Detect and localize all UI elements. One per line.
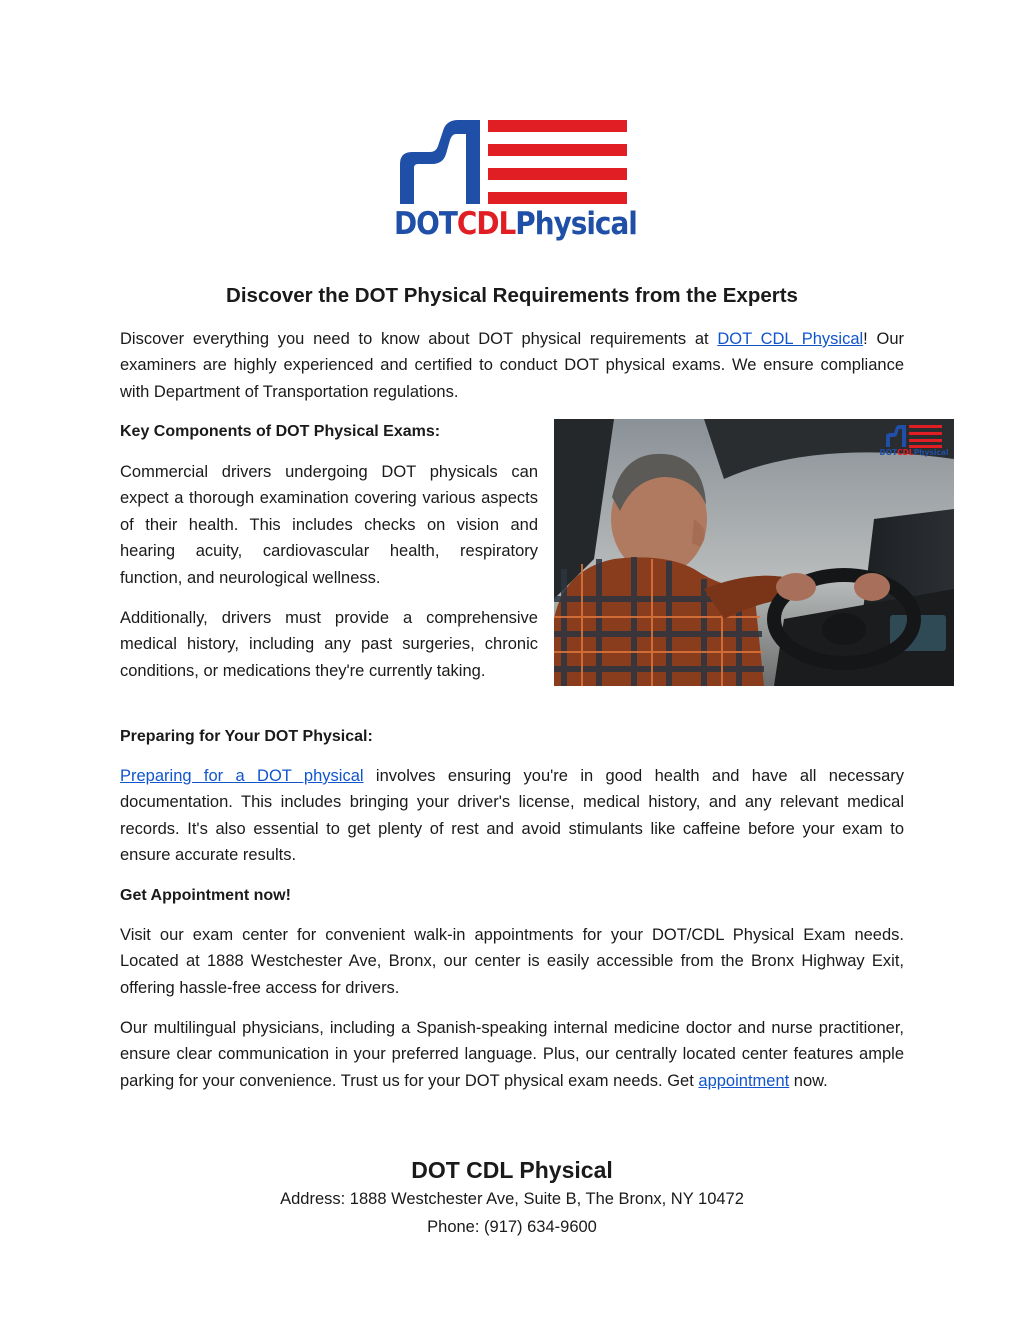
logo-word-physical: Physical <box>515 206 637 242</box>
preparing-paragraph <box>120 763 904 869</box>
logo-word-dot: DOT <box>394 206 457 242</box>
appointment-text-after: now. <box>789 1071 828 1090</box>
footer-company-name: DOT CDL Physical <box>411 1157 613 1183</box>
intro-paragraph <box>120 326 904 405</box>
appointment-paragraph-2 <box>120 1015 904 1094</box>
appointment-paragraph-1: Visit our exam center for convenient walk-in appointments for your DOT/CDL Physical Exam needs. Located at 1888 Westchester Ave, Bronx, our center is easily accessible from the Bronx Highway Exit, offering hassle-free access for drivers. <box>120 926 904 997</box>
company-logo <box>394 118 637 242</box>
footer-phone: Phone: (917) 634-9600 <box>427 1218 597 1236</box>
dot-cdl-physical-link[interactable]: DOT CDL Physical <box>717 330 864 348</box>
components-heading: Key Components of DOT Physical Exams: <box>120 423 441 440</box>
preparing-text-after: involves ensuring you're in good health and have all necessary documentation. This includes bringing your driver's license, medical history, and any relevant medical records. It's also essential to get plenty of rest and avoid stimulants like caffeine before your exam to ensure accurate results. <box>120 767 904 865</box>
appointment-heading: Get Appointment now! <box>120 887 291 904</box>
photo-logo-cdl: CDL <box>897 448 914 457</box>
components-paragraph-1: Commercial drivers undergoing DOT physicals can expect a thorough examination covering various aspects of their health. This includes checks on vision and hearing acuity, cardiovascular health, respiratory function, and neurological wellness. <box>120 463 538 587</box>
truck-driver-photo <box>554 419 954 686</box>
intro-text-before: Discover everything you need to know about DOT physical requirements at <box>120 330 718 348</box>
page-title: Discover the DOT Physical Requirements from the Experts <box>226 284 798 307</box>
components-paragraph-2: Additionally, drivers must provide a comprehensive medical history, including any past surgeries, chronic conditions, or medications they're currently taking. <box>120 609 538 680</box>
photo-logo-dot: DOT <box>879 448 898 457</box>
truck-driver-illustration <box>554 419 954 686</box>
preparing-dot-physical-link[interactable]: Preparing for a DOT physical <box>120 767 364 785</box>
footer-address: Address: 1888 Westchester Ave, Suite B, The Bronx, NY 10472 <box>280 1190 744 1208</box>
logo-wordmark <box>394 206 637 242</box>
photo-logo-physical: Physical <box>913 448 949 457</box>
truck-flag-logo-icon <box>394 118 630 208</box>
preparing-heading: Preparing for Your DOT Physical: <box>120 728 373 745</box>
appointment-link[interactable]: appointment <box>698 1071 790 1090</box>
intro-text-after: ! Our examiners are highly experienced and certified to conduct DOT physical exams. We ensure compliance with Department of Transportation regulations. <box>120 330 904 401</box>
logo-word-cdl: CDL <box>456 206 516 242</box>
appointment-text-before: Our multilingual physicians, including a Spanish-speaking internal medicine doctor and nurse practitioner, ensure clear communication in your preferred language. Plus, our centrally located center features ample parking for your convenience. Trust us for your DOT physical exam needs. Get <box>120 1019 904 1090</box>
svg-text:DOTCDLPhysical <box>879 448 948 457</box>
